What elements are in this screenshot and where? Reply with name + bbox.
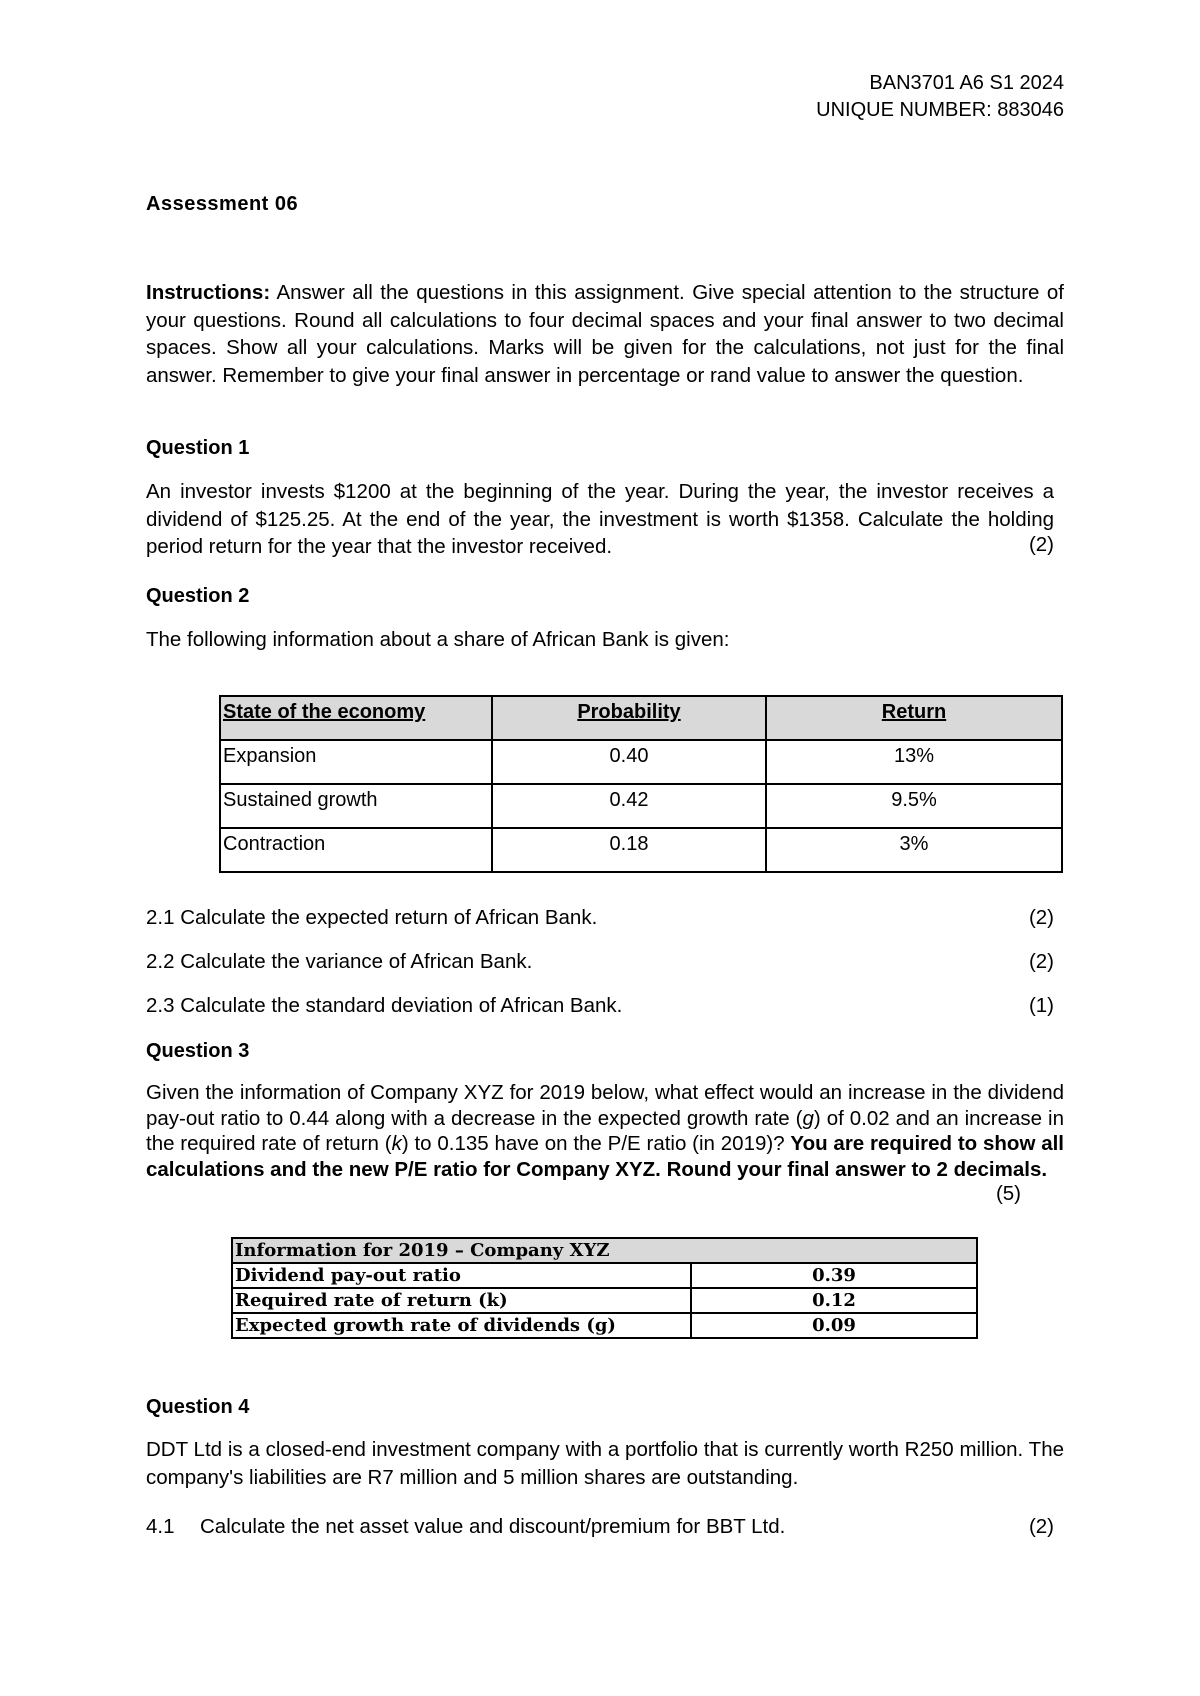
company-xyz-table-title: Information for 2019 – Company XYZ: [232, 1238, 977, 1263]
instructions-label: Instructions:: [146, 281, 271, 304]
cell-state: Contraction: [220, 828, 492, 872]
question-3-text: [146, 1080, 1064, 1182]
question-3-text-b: ) of 0.02 and an increase in the required rate of return (: [146, 1106, 1064, 1155]
question-4-1-text: Calculate the net asset value and discount/premium for BBT Ltd.: [200, 1515, 786, 1538]
question-2-1-marks: (2): [1028, 906, 1054, 929]
question-2-3-text: 2.3 Calculate the standard deviation of African Bank.: [146, 994, 623, 1017]
table-row: [232, 1288, 977, 1313]
company-xyz-table: [231, 1237, 978, 1339]
question-4-1: [146, 1513, 1054, 1540]
cell-probability: 0.42: [492, 784, 766, 828]
question-1-heading: Question 1: [146, 437, 250, 459]
table-row: [220, 784, 1062, 828]
question-2-3: [146, 992, 1054, 1019]
instructions-paragraph: [146, 279, 1064, 389]
cell-state: Expansion: [220, 740, 492, 784]
question-2-3-marks: (1): [1028, 994, 1054, 1017]
table-row: [220, 828, 1062, 872]
question-1-text: [146, 478, 1054, 561]
question-2-2: [146, 948, 1054, 975]
question-3-k: k: [391, 1132, 402, 1155]
question-1-marks: (2): [1028, 533, 1054, 556]
african-bank-table: [219, 695, 1063, 873]
table-row: [232, 1263, 977, 1288]
question-2-2-text: 2.2 Calculate the variance of African Bank.: [146, 950, 533, 973]
question-4-heading: Question 4: [146, 1396, 250, 1418]
header-unique-number: UNIQUE NUMBER: 883046: [816, 99, 1064, 121]
table-header-row: [232, 1238, 977, 1263]
question-2-intro: The following information about a share of African Bank is given:: [146, 628, 730, 651]
question-2-1-text: 2.1 Calculate the expected return of African Bank.: [146, 906, 598, 929]
question-3-g: g: [802, 1106, 814, 1130]
question-3-marks: (5): [995, 1182, 1021, 1205]
cell-value: 0.12: [691, 1288, 977, 1313]
cell-label: Dividend pay-out ratio: [232, 1263, 691, 1288]
question-3-text-c: ) to 0.135 have on the P/E ratio (in 2019)?: [401, 1132, 791, 1155]
table-row: [232, 1313, 977, 1338]
question-4-1-marks: (2): [1028, 1515, 1054, 1538]
question-3-heading: Question 3: [146, 1040, 250, 1062]
table-header-row: [220, 696, 1062, 740]
page-title: Assessment 06: [146, 193, 299, 215]
question-3-text-a: Given the information of Company XYZ for 2019 below, what effect would an increase in the dividend pay-out ratio to 0.44 along with a decrease in the expected growth rate (: [146, 1081, 1064, 1130]
header-return: Return: [766, 696, 1062, 740]
question-2-heading: Question 2: [146, 585, 250, 607]
cell-label: Required rate of return (k): [232, 1288, 691, 1313]
cell-return: 3%: [766, 828, 1062, 872]
question-1-body: An investor invests $1200 at the beginning of the year. During the year, the investor receives a dividend of $125.25. At the end of the year, the investment is worth $1358. Calculate the holding period return for the year that the investor received.: [146, 480, 1054, 558]
table-row: [220, 740, 1062, 784]
cell-state: Sustained growth: [220, 784, 492, 828]
cell-return: 13%: [766, 740, 1062, 784]
cell-value: 0.39: [691, 1263, 977, 1288]
instructions-text: Answer all the questions in this assignment. Give special attention to the structure of your questions. Round all calculations to four decimal spaces and your final answer to two decimal spaces. Show all your calculations. Marks will be given for the calculations, not just for the final answer. Remember to give your final answer in percentage or rand value to answer the question.: [146, 281, 1064, 387]
question-3-bold: You are required to show all calculations and the new P/E ratio for Company XYZ. Round your final answer to 2 decimals.: [146, 1132, 1064, 1181]
header-course: BAN3701 A6 S1 2024: [869, 72, 1064, 94]
question-2-1: [146, 904, 1054, 931]
cell-value: 0.09: [691, 1313, 977, 1338]
question-4-text: DDT Ltd is a closed-end investment company with a portfolio that is currently worth R250 million. The company's liabilities are R7 million and 5 million shares are outstanding.: [146, 1438, 1064, 1489]
cell-probability: 0.18: [492, 828, 766, 872]
header-probability: Probability: [492, 696, 766, 740]
cell-label: Expected growth rate of dividends (g): [232, 1313, 691, 1338]
question-4-1-number: 4.1: [146, 1515, 175, 1538]
header-state: State of the economy: [220, 696, 492, 740]
cell-probability: 0.40: [492, 740, 766, 784]
cell-return: 9.5%: [766, 784, 1062, 828]
question-2-2-marks: (2): [1028, 950, 1054, 973]
